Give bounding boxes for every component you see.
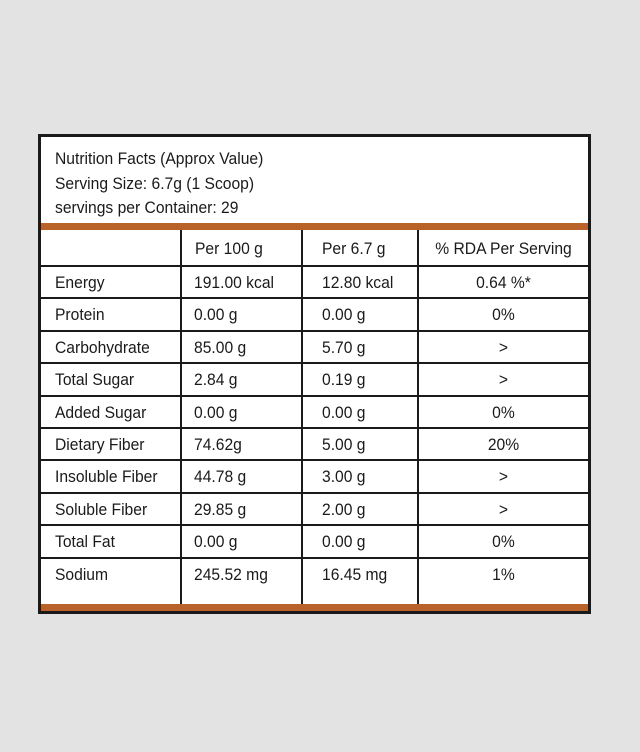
- column-divider: [180, 230, 182, 604]
- accent-bar-top: [41, 223, 588, 230]
- value-rda: 20%: [487, 435, 520, 454]
- label-header: [55, 147, 263, 221]
- nutrient-name: Total Fat: [55, 532, 115, 552]
- value-rda: >: [498, 467, 509, 487]
- nutrient-name: Protein: [55, 305, 105, 325]
- value-per-100g: 191.00 kcal: [194, 273, 274, 292]
- value-per-serving: 5.00 g: [322, 435, 366, 454]
- value-per-100g: 29.85 g: [194, 499, 247, 519]
- col-header-rda: % RDA Per Serving: [435, 239, 572, 258]
- nutrient-name: Carbohydrate: [55, 337, 150, 357]
- label-title: Nutrition Facts (Approx Value): [55, 149, 264, 168]
- value-rda: >: [498, 499, 509, 519]
- value-rda: >: [498, 337, 509, 357]
- value-per-100g: 74.62g: [194, 435, 242, 454]
- value-per-serving: 0.00 g: [322, 532, 366, 552]
- value-per-serving: 2.00 g: [322, 499, 366, 519]
- nutrient-name: Insoluble Fiber: [55, 467, 158, 487]
- nutrient-name: Dietary Fiber: [55, 435, 145, 454]
- accent-bar-bottom: [41, 604, 588, 611]
- column-divider: [417, 230, 419, 604]
- value-per-serving: 12.80 kcal: [322, 273, 394, 292]
- value-rda: 0%: [492, 305, 515, 325]
- value-per-serving: 16.45 mg: [322, 564, 388, 584]
- value-rda: 0%: [492, 402, 515, 422]
- nutrition-label: [38, 134, 591, 614]
- value-per-100g: 0.00 g: [194, 532, 238, 552]
- value-per-serving: 0.19 g: [322, 370, 366, 390]
- value-per-100g: 245.52 mg: [194, 564, 268, 584]
- value-per-serving: 3.00 g: [322, 467, 366, 487]
- nutrient-name: Energy: [55, 273, 105, 292]
- nutrient-name: Total Sugar: [55, 370, 135, 390]
- value-per-serving: 0.00 g: [322, 305, 366, 325]
- value-rda: >: [498, 370, 509, 390]
- value-rda: 1%: [492, 564, 515, 584]
- col-header-per-100g: Per 100 g: [195, 239, 263, 258]
- value-per-100g: 2.84 g: [194, 370, 238, 390]
- value-rda: 0%: [492, 532, 515, 552]
- value-per-100g: 44.78 g: [194, 467, 247, 487]
- column-divider: [301, 230, 303, 604]
- col-header-per-serving: Per 6.7 g: [322, 239, 386, 258]
- servings-per-container: servings per Container: 29: [55, 198, 239, 217]
- value-per-100g: 0.00 g: [194, 402, 238, 422]
- serving-size: Serving Size: 6.7g (1 Scoop): [55, 173, 255, 193]
- nutrient-name: Added Sugar: [55, 402, 147, 422]
- nutrient-name: Soluble Fiber: [55, 499, 148, 519]
- value-per-serving: 0.00 g: [322, 402, 366, 422]
- value-per-100g: 0.00 g: [194, 305, 238, 325]
- value-per-100g: 85.00 g: [194, 337, 247, 357]
- value-per-serving: 5.70 g: [322, 337, 366, 357]
- nutrient-name: Sodium: [55, 564, 109, 584]
- value-rda: 0.64 %*: [476, 273, 531, 292]
